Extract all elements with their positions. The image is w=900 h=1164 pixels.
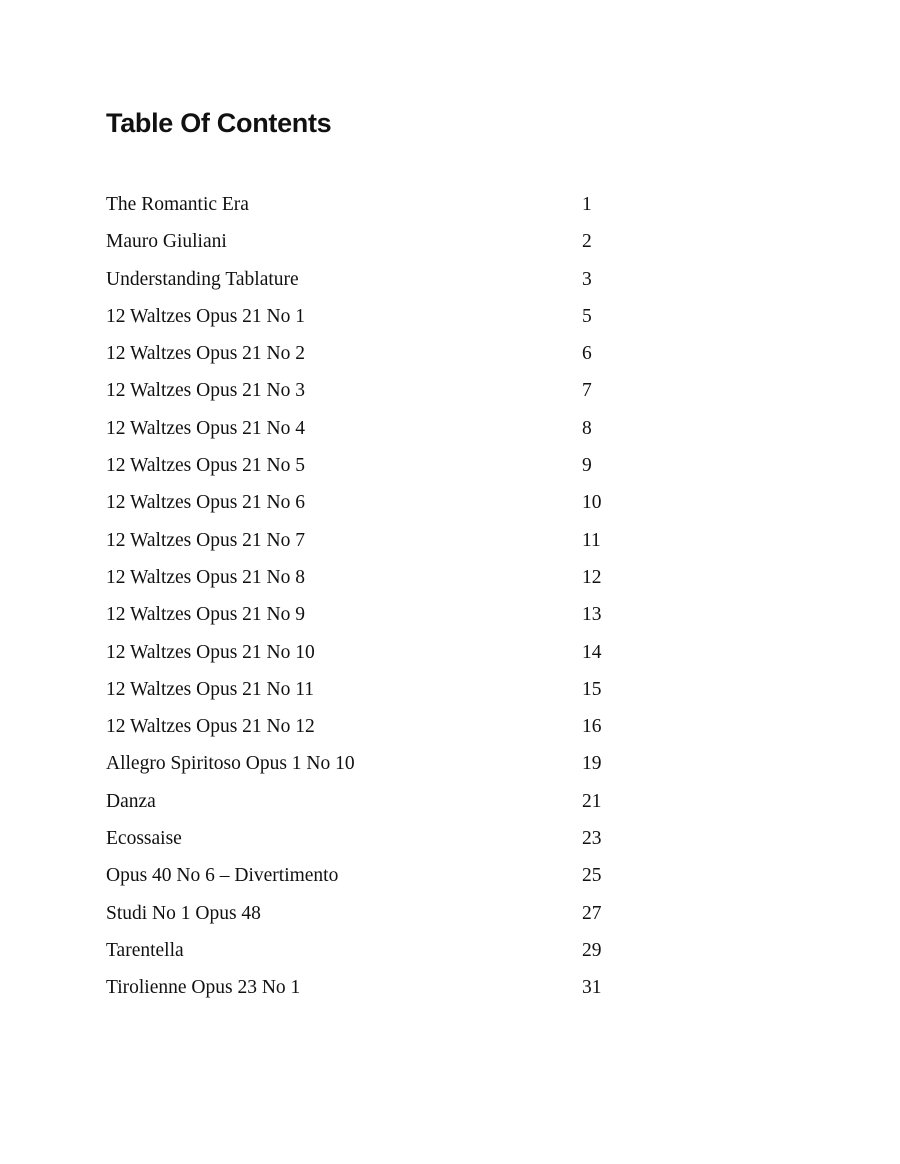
- toc-entry: [106, 820, 626, 857]
- toc-entry: [106, 335, 626, 372]
- toc-entry-page-number: 31: [582, 977, 602, 999]
- toc-entry-page-number: 12: [582, 566, 602, 588]
- toc-entry: [106, 671, 626, 708]
- toc-entry: [106, 522, 626, 559]
- toc-entry: [106, 447, 626, 484]
- toc-entry-page-number: 3: [582, 268, 592, 290]
- toc-entry-title: Understanding Tablature: [106, 268, 299, 290]
- toc-entry: [106, 261, 626, 298]
- toc-entry: [106, 484, 626, 521]
- toc-entry: [106, 895, 626, 932]
- toc-entry: [106, 559, 626, 596]
- toc-entry-title: Opus 40 No 6 – Divertimento: [106, 865, 339, 887]
- toc-entry-page-number: 7: [582, 380, 592, 402]
- toc-entry-title: Mauro Giuliani: [106, 231, 227, 253]
- toc-entry-title: 12 Waltzes Opus 21 No 3: [106, 380, 306, 402]
- toc-entry-title: 12 Waltzes Opus 21 No 5: [106, 455, 306, 477]
- toc-entry-page-number: 10: [582, 492, 602, 514]
- toc-entry: [106, 596, 626, 633]
- toc-entry-page-number: 11: [582, 529, 601, 551]
- toc-entry-title: 12 Waltzes Opus 21 No 7: [106, 529, 306, 551]
- toc-entry-page-number: 2: [582, 231, 592, 253]
- toc-entry: [106, 932, 626, 969]
- toc-entry: [106, 634, 626, 671]
- toc-entry: [106, 745, 626, 782]
- toc-entry-title: 12 Waltzes Opus 21 No 1: [106, 305, 306, 327]
- toc-entry-title: Ecossaise: [106, 828, 182, 850]
- toc-entry-page-number: 6: [582, 343, 592, 365]
- toc-entry-page-number: 1: [582, 194, 592, 215]
- toc-entry-title: Allegro Spiritoso Opus 1 No 10: [106, 753, 355, 775]
- toc-entry-page-number: 9: [582, 455, 592, 477]
- toc-entry-page-number: 8: [582, 417, 592, 439]
- toc-entry-page-number: 29: [582, 939, 602, 961]
- toc-entry-page-number: 14: [582, 641, 602, 663]
- toc-entry: [106, 708, 626, 745]
- toc-entry-title: 12 Waltzes Opus 21 No 12: [106, 716, 315, 738]
- page-title: Table Of Contents: [106, 108, 332, 138]
- toc-entry-page-number: 25: [582, 865, 602, 887]
- toc-entry-title: Tarentella: [106, 939, 184, 961]
- toc-entry-title: 12 Waltzes Opus 21 No 2: [106, 343, 306, 365]
- toc-entry-page-number: 23: [582, 828, 602, 850]
- toc-entry-title: 12 Waltzes Opus 21 No 6: [106, 492, 306, 514]
- toc-entry-page-number: 19: [582, 753, 602, 775]
- toc-list: [106, 186, 626, 1007]
- toc-entry-title: 12 Waltzes Opus 21 No 11: [106, 678, 315, 700]
- toc-entry: [106, 186, 626, 223]
- toc-entry-title: 12 Waltzes Opus 21 No 4: [106, 417, 306, 439]
- toc-entry-title: The Romantic Era: [106, 194, 249, 215]
- toc-entry: [106, 372, 626, 409]
- toc-entry-page-number: 16: [582, 716, 602, 738]
- toc-entry-page-number: 27: [582, 902, 602, 924]
- toc-entry: [106, 223, 626, 260]
- toc-entry-page-number: 13: [582, 604, 602, 626]
- toc-entry-page-number: 15: [582, 678, 602, 700]
- toc-entry-title: 12 Waltzes Opus 21 No 10: [106, 641, 315, 663]
- toc-entry: [106, 783, 626, 820]
- toc-entry-title: Studi No 1 Opus 48: [106, 902, 261, 924]
- toc-entry-page-number: 5: [582, 305, 592, 327]
- toc-entry-title: 12 Waltzes Opus 21 No 8: [106, 566, 306, 588]
- toc-entry: [106, 969, 626, 1006]
- toc-entry-title: 12 Waltzes Opus 21 No 9: [106, 604, 306, 626]
- toc-entry: [106, 298, 626, 335]
- toc-entry-title: Danza: [106, 790, 156, 812]
- toc-entry: [106, 857, 626, 894]
- toc-entry-title: Tirolienne Opus 23 No 1: [106, 977, 301, 999]
- toc-entry-page-number: 21: [582, 790, 602, 812]
- toc-entry: [106, 410, 626, 447]
